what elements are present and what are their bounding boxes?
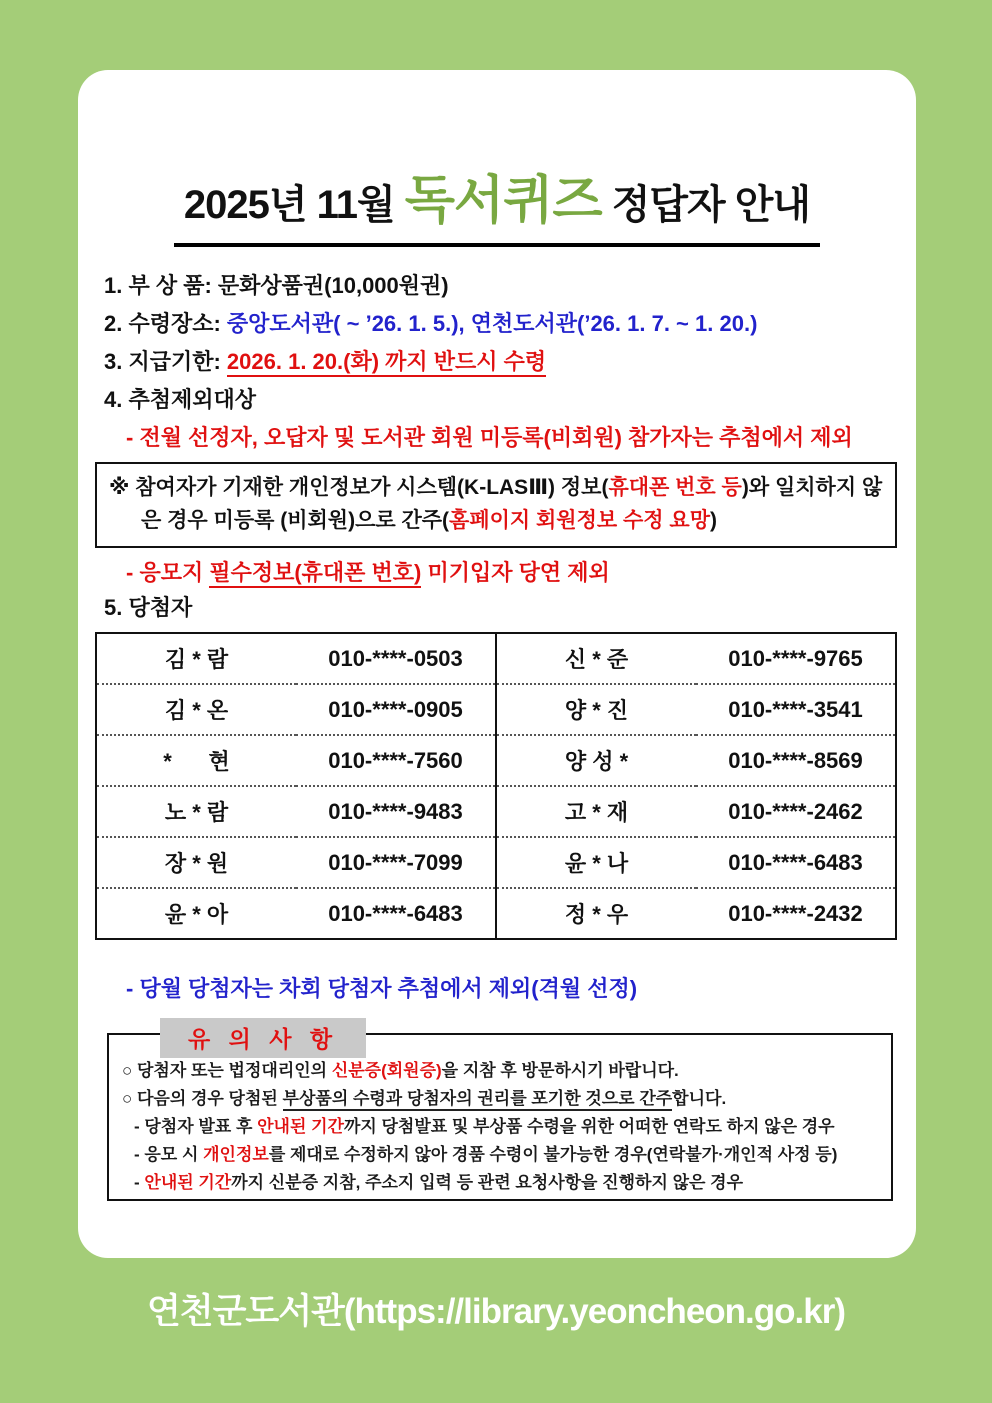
caution-line-3 [122,1113,881,1141]
member-info-post: ) [709,509,717,532]
winner-phone: 010-****-6483 [296,888,496,939]
caution-2-post: 합니다. [672,1089,727,1108]
caution-line-4 [122,1141,881,1169]
winner-row [96,633,896,684]
list-item-exclusion [104,387,916,412]
location-value: 중앙도서관( ~ ’26. 1. 5.), 연천도서관(’26. 1. 7. ~ 1. 20.) [226,311,758,336]
caution-4-post: 를 제대로 수정하지 않아 경품 수령이 불가능한 경우(연락불가·개인적 사정 등) [268,1145,838,1164]
caution-line-5 [122,1169,881,1197]
winner-name: 장 * 원 [96,837,296,888]
title-wrap [78,70,916,247]
winner-phone: 010-****-7560 [296,735,496,786]
winner-name: * 현 [96,735,296,786]
caution-line-1 [122,1057,881,1085]
winner-phone: 010-****-9483 [296,786,496,837]
title-suffix: 정답자 안내 [601,183,811,227]
winner-phone: 010-****-2432 [696,888,896,939]
exclusion-note: - 전월 선정자, 오답자 및 도서관 회원 미등록(비회원) 참가자는 추첨에서 제외 [126,425,853,450]
winner-phone: 010-****-0503 [296,633,496,684]
title-highlight: 독서퀴즈 [404,172,602,230]
winner-phone: 010-****-0905 [296,684,496,735]
caution-1-pre: ○ 당첨자 또는 법정대리인의 [122,1061,332,1080]
winner-phone: 010-****-2462 [696,786,896,837]
winner-row [96,837,896,888]
page-title [174,158,820,247]
exclusion-label: 4. 추첨제외대상 [104,387,256,412]
winner-name: 양 * 진 [496,684,696,735]
caution-3-post: 까지 당첨발표 및 부상품 수령을 위한 어떠한 연락도 하지 않은 경우 [343,1117,835,1136]
caution-line-2 [122,1085,881,1113]
winners-table [95,632,897,940]
notice-item-list [104,273,916,412]
list-item-prize [104,273,916,298]
winner-name: 고 * 재 [496,786,696,837]
mandatory-pre: - 응모지 [126,560,210,585]
caution-5-post: 까지 신분증 지참, 주소지 입력 등 관련 요청사항을 진행하지 않은 경우 [231,1173,744,1192]
caution-1-post: 을 지참 후 방문하시기 바랍니다. [441,1061,679,1080]
title-prefix: 2025년 11월 [183,183,405,227]
winner-name: 윤 * 아 [96,888,296,939]
winner-row [96,735,896,786]
deadline-value: 2026. 1. 20.(화) 까지 반드시 수령 [227,349,546,377]
mandatory-underlined: 필수정보(휴대폰 번호) [209,560,421,588]
prize-value: 문화상품권(10,000원권) [217,273,449,298]
mandatory-note [126,560,916,585]
winner-name: 정 * 우 [496,888,696,939]
winner-phone: 010-****-7099 [296,837,496,888]
winner-name: 윤 * 나 [496,837,696,888]
footer-text: 연천군도서관(https://library.yeoncheon.go.kr) [147,1292,845,1331]
member-info-text [109,471,883,537]
winner-name: 김 * 람 [164,647,229,672]
monthly-note: - 당월 당첨자는 차회 당첨자 추첨에서 제외(격월 선정) [126,976,638,1001]
winners-label: 5. 당첨자 [104,595,193,620]
winner-name: 김 * 온 [96,684,296,735]
list-item-winners [104,595,916,620]
caution-5-red: 안내된 기간 [144,1173,232,1192]
location-label: 2. 수령장소: [104,311,221,336]
caution-5-pre: - [134,1173,145,1192]
caution-4-red: 개인정보 [203,1145,269,1164]
member-info-red2: 홈페이지 회원정보 수정 요망 [449,509,710,532]
member-info-pre: ※ 참여자가 기재한 개인정보가 시스템(K-LASⅢ) 정보( [109,476,609,499]
member-info-mid: )와 일치하지 않은 경우 미등록 (비회원)으로 간주( [141,476,883,532]
caution-2-emphasis: 부상품의 수령과 당첨자의 권리를 포기한 것으로 간주 [283,1089,673,1111]
winner-row [96,888,896,939]
mandatory-post: 미기입자 당연 제외 [421,560,610,585]
winner-row [96,684,896,735]
winner-phone: 010-****-9765 [728,645,863,671]
caution-3-red: 안내된 기간 [257,1117,344,1136]
deadline-label: 3. 지급기한: [104,349,221,374]
caution-2-pre: ○ 다음의 경우 당첨된 [122,1089,283,1108]
winner-name: 노 * 람 [96,786,296,837]
caution-label: 유 의 사 항 [160,1018,366,1058]
caution-4-pre: - 응모 시 [134,1145,204,1164]
winner-name: 양 성 * [496,735,696,786]
caution-1-red: 신분증(회원증) [331,1061,442,1080]
winner-phone: 010-****-8569 [696,735,896,786]
winner-name: 신 * 준 [564,647,629,672]
prize-label: 1. 부 상 품: [104,273,212,298]
notice-card [78,70,916,1258]
caution-3-pre: - 당첨자 발표 후 [134,1117,258,1136]
member-info-red1: 휴대폰 번호 등 [608,476,742,499]
list-item-deadline [104,349,916,374]
winner-row [96,786,896,837]
winner-phone: 010-****-6483 [696,837,896,888]
member-info-box [95,462,897,548]
winner-phone: 010-****-3541 [696,684,896,735]
list-item-location [104,311,916,336]
caution-box [107,1026,893,1201]
